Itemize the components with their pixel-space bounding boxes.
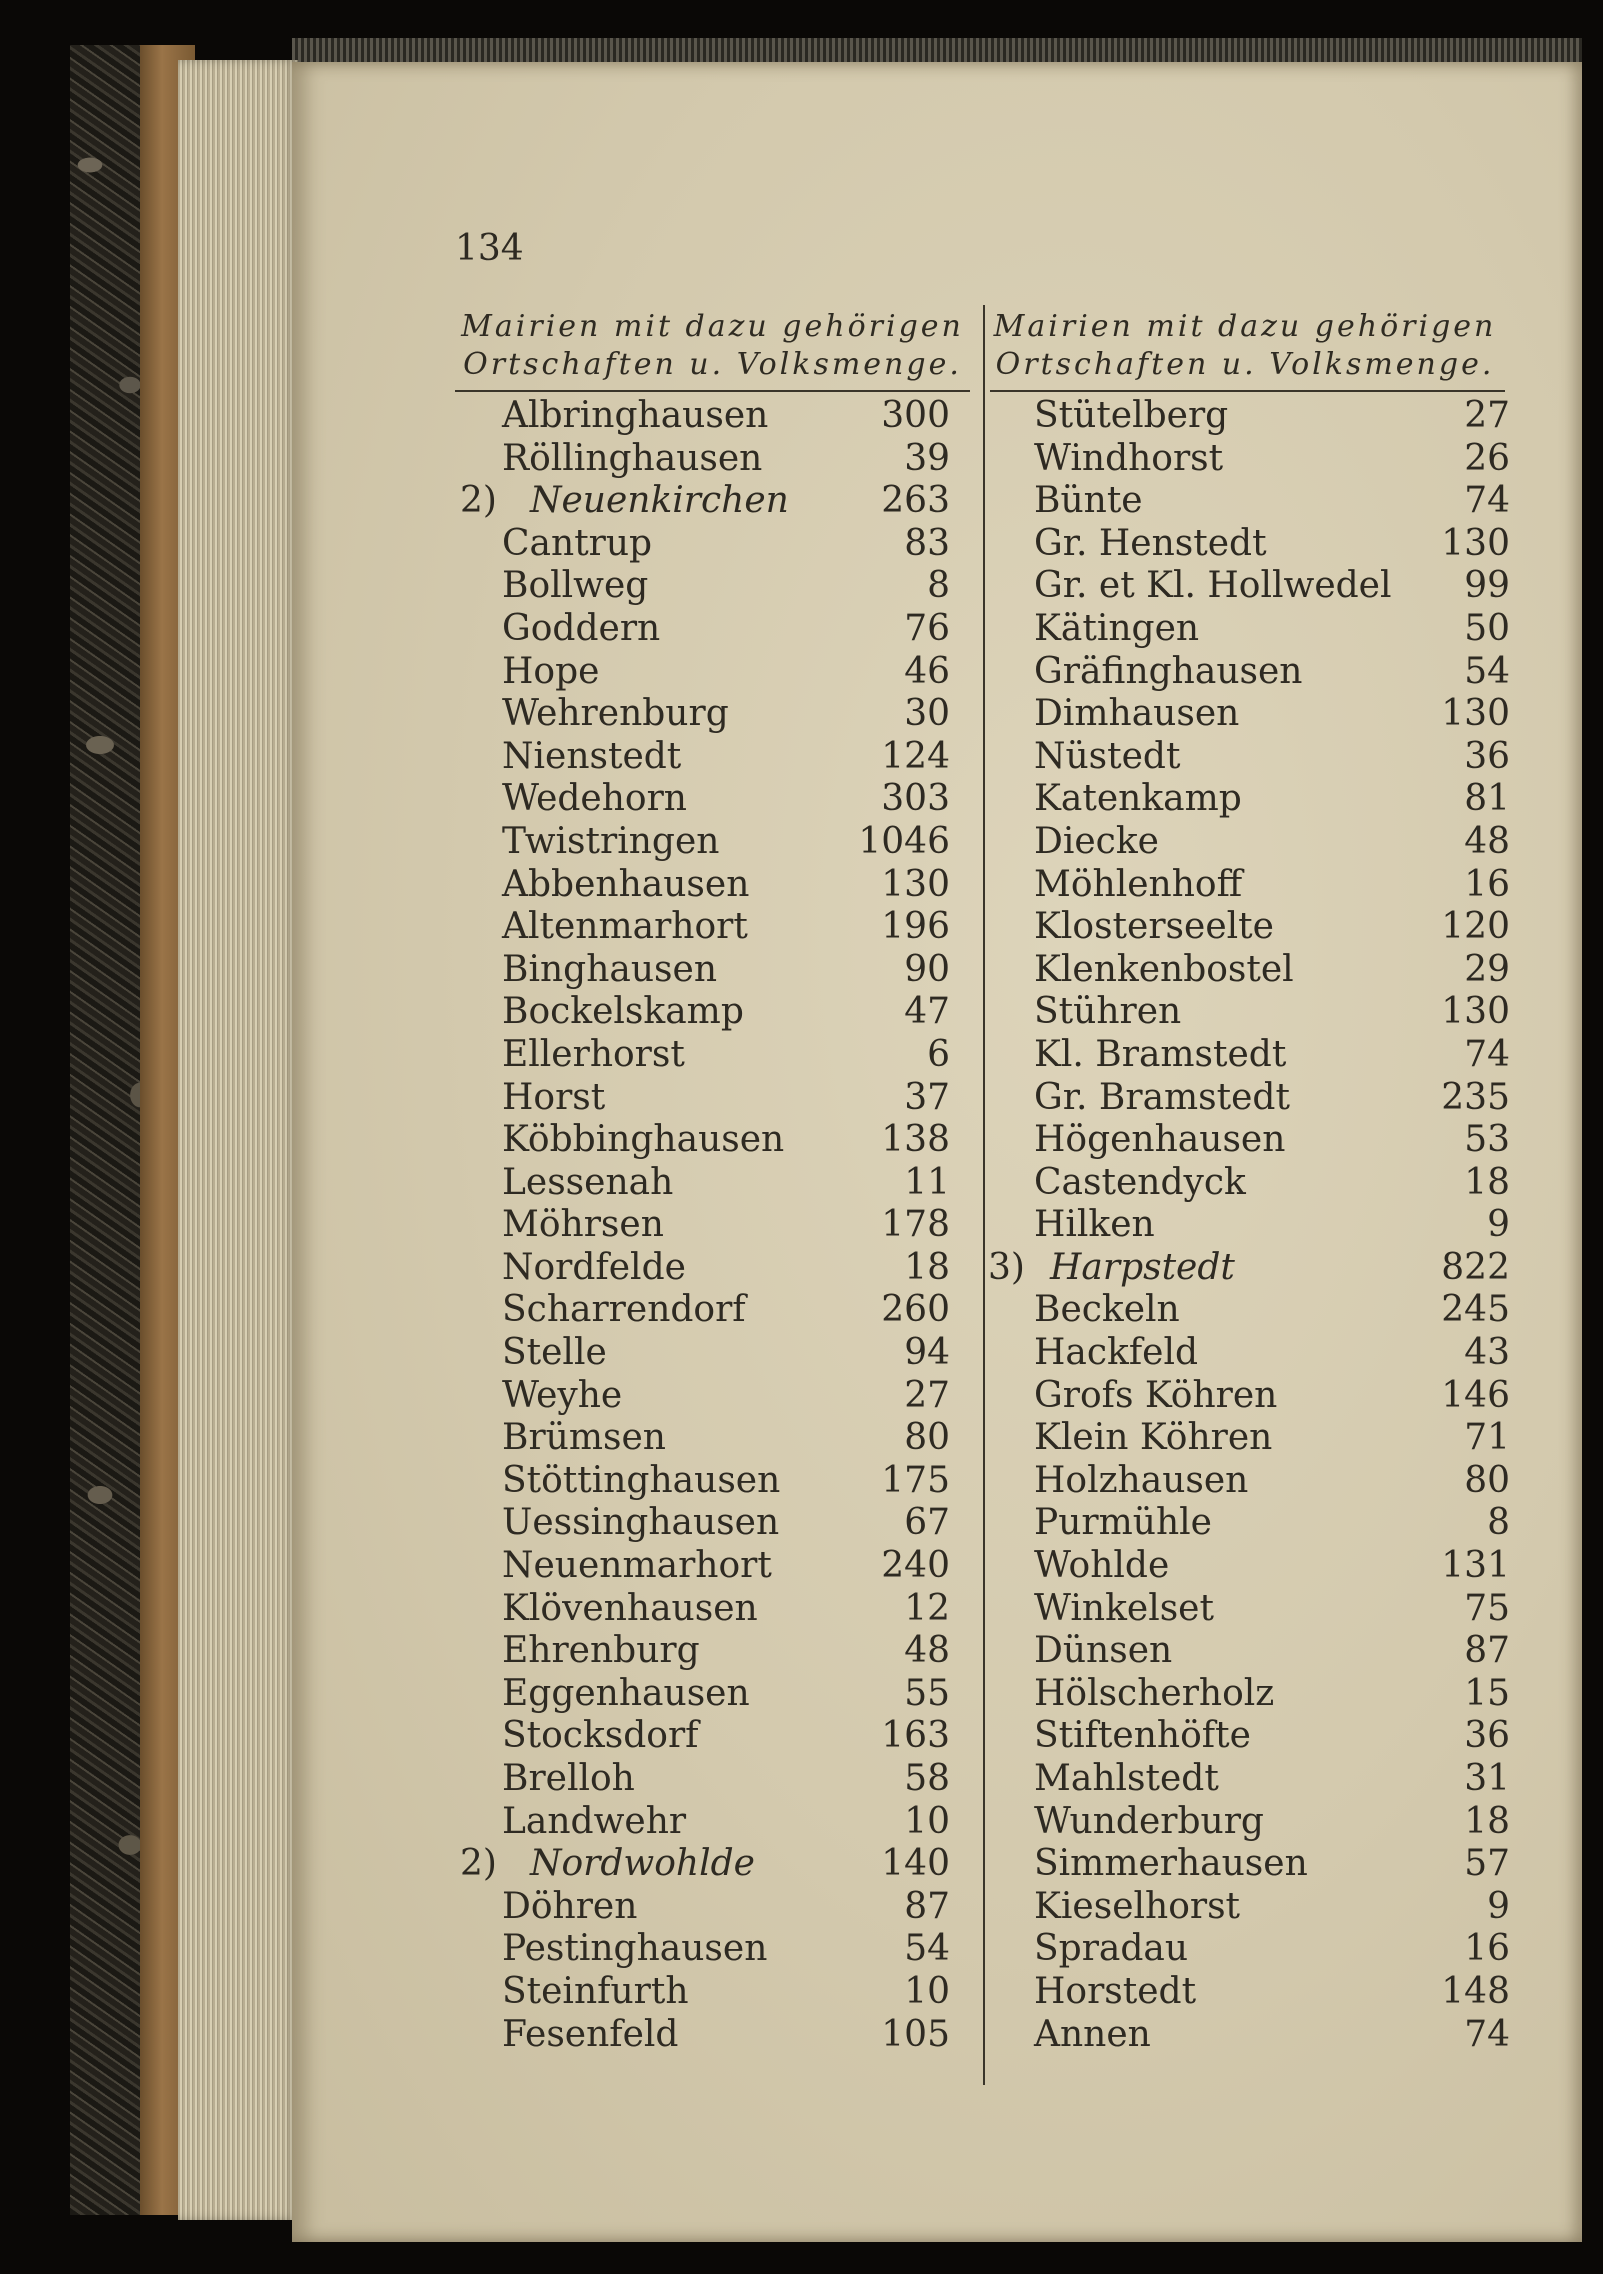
- population-count: 8: [1487, 1502, 1510, 1544]
- place-name: Stütelberg: [1034, 395, 1229, 436]
- population-count: 81: [1464, 778, 1510, 820]
- place-name: Spradau: [1034, 1928, 1189, 1970]
- population-count: 90: [904, 948, 950, 990]
- population-count: 196: [881, 906, 950, 948]
- population-count: 120: [1441, 906, 1510, 948]
- place-name: Hackfeld: [1034, 1332, 1199, 1374]
- table-row: [1020, 1289, 1510, 1332]
- table-row: [1020, 1034, 1510, 1077]
- place-name: Köbbinghausen: [502, 1119, 785, 1161]
- table-row: [460, 1502, 970, 1545]
- place-name: Stocksdorf: [502, 1715, 699, 1757]
- place-name: Kätingen: [1034, 607, 1200, 649]
- population-count: 10: [904, 1800, 950, 1842]
- population-count: 54: [1464, 650, 1510, 692]
- place-name: Castendyck: [1034, 1161, 1246, 1203]
- place-name: Grofs Köhren: [1034, 1374, 1278, 1416]
- table-row: [1020, 778, 1510, 821]
- table-row: [1020, 1588, 1510, 1631]
- population-count: 140: [881, 1843, 950, 1885]
- population-count: 74: [1464, 2013, 1510, 2055]
- header-rule-left: [455, 390, 970, 392]
- table-row: [460, 1971, 970, 2014]
- place-name: Lessenah: [502, 1161, 674, 1203]
- table-row: [1020, 480, 1510, 523]
- place-name: Abbenhausen: [502, 863, 750, 905]
- population-count: 57: [1464, 1843, 1510, 1885]
- table-row: [460, 1715, 970, 1758]
- place-name: Ellerhorst: [502, 1033, 685, 1075]
- column-header-right: [985, 308, 1505, 384]
- table-row: [460, 991, 970, 1034]
- population-count: 130: [881, 863, 950, 905]
- population-count: 15: [1464, 1672, 1510, 1714]
- place-name: Altenmarhort: [502, 906, 748, 948]
- population-count: 94: [904, 1332, 950, 1374]
- section-row: [460, 1843, 970, 1886]
- place-name: Goddern: [502, 607, 661, 649]
- population-count: 74: [1464, 1033, 1510, 1075]
- column-divider: [983, 305, 985, 2085]
- place-name: Nienstedt: [502, 735, 682, 777]
- population-count: 300: [881, 395, 950, 436]
- place-name: Scharrendorf: [502, 1289, 746, 1331]
- column-header-line: Ortschaften u. Volksmenge.: [463, 347, 962, 382]
- place-name: Gr. Bramstedt: [1034, 1076, 1290, 1118]
- population-count: 131: [1441, 1545, 1510, 1587]
- population-count: 80: [904, 1417, 950, 1459]
- population-count: 39: [904, 437, 950, 479]
- place-name: Gr. et Kl. Hollwedel: [1034, 565, 1392, 607]
- population-count: 76: [904, 607, 950, 649]
- place-name: Bünte: [1034, 480, 1143, 522]
- table-row: [460, 1460, 970, 1503]
- place-name: Nordfelde: [502, 1246, 686, 1288]
- place-name: Wunderburg: [1034, 1800, 1264, 1842]
- place-name: Döhren: [502, 1885, 638, 1927]
- table-row: [1020, 1204, 1510, 1247]
- table-row: [460, 523, 970, 566]
- table-row: [1020, 565, 1510, 608]
- table-row: [460, 395, 970, 438]
- table-row: [1020, 438, 1510, 481]
- table-row: [460, 1119, 970, 1162]
- table-row: [1020, 1928, 1510, 1971]
- place-name: Annen: [1034, 2013, 1151, 2055]
- table-row: [1020, 651, 1510, 694]
- place-name: Gr. Henstedt: [1034, 522, 1267, 564]
- population-count: 18: [1464, 1161, 1510, 1203]
- place-name: Weyhe: [502, 1374, 623, 1416]
- place-name: Landwehr: [502, 1800, 687, 1842]
- place-name: Beckeln: [1034, 1289, 1180, 1331]
- place-name: Hölscherholz: [1034, 1672, 1275, 1714]
- population-count: 75: [1464, 1587, 1510, 1629]
- place-name: Bockelskamp: [502, 991, 744, 1033]
- population-count: 99: [1464, 565, 1510, 607]
- page-number: 134: [455, 228, 524, 269]
- table-row: [1020, 395, 1510, 438]
- population-count: 58: [904, 1758, 950, 1799]
- place-name: Dimhausen: [1034, 693, 1240, 735]
- table-row: [1020, 1630, 1510, 1673]
- population-count: 124: [881, 735, 950, 777]
- table-row: [460, 949, 970, 992]
- table-row: [460, 1204, 970, 1247]
- population-count: 18: [1464, 1800, 1510, 1842]
- place-name: Neuenkirchen: [530, 480, 789, 522]
- table-row: [460, 1034, 970, 1077]
- table-row: [1020, 949, 1510, 992]
- place-name: Högenhausen: [1034, 1119, 1286, 1161]
- place-name: Röllinghausen: [502, 437, 763, 479]
- place-name: Purmühle: [1034, 1502, 1212, 1544]
- section-marker: 2): [460, 1843, 497, 1885]
- place-name: Wehrenburg: [502, 693, 729, 735]
- table-row: [1020, 1460, 1510, 1503]
- population-count: 130: [1441, 991, 1510, 1033]
- population-count: 9: [1487, 1204, 1510, 1246]
- population-count: 235: [1441, 1076, 1510, 1118]
- population-count: 138: [881, 1119, 950, 1161]
- place-name: Binghausen: [502, 948, 717, 990]
- population-count: 175: [881, 1459, 950, 1501]
- population-count: 163: [881, 1715, 950, 1757]
- place-name: Steinfurth: [502, 1970, 689, 2012]
- place-name: Kieselhorst: [1034, 1885, 1241, 1927]
- place-name: Möhrsen: [502, 1204, 664, 1246]
- population-count: 12: [904, 1587, 950, 1629]
- table-row: [460, 1886, 970, 1929]
- population-count: 16: [1464, 863, 1510, 905]
- population-count: 55: [904, 1672, 950, 1714]
- table-row: [460, 1289, 970, 1332]
- table-row: [460, 1928, 970, 1971]
- section-row: [460, 480, 970, 523]
- population-count: 105: [881, 2013, 950, 2055]
- place-name: Klenkenbostel: [1034, 948, 1294, 990]
- population-count: 130: [1441, 522, 1510, 564]
- place-name: Nüstedt: [1034, 735, 1181, 777]
- section-marker: 3): [988, 1246, 1025, 1288]
- table-row: [460, 1332, 970, 1375]
- column-header-line: Mairien mit dazu gehörigen: [461, 309, 964, 344]
- table-row: [460, 1801, 970, 1844]
- place-name: Brelloh: [502, 1758, 635, 1799]
- page-top-edge: [292, 38, 1582, 64]
- section-row: [988, 1246, 1510, 1290]
- table-column-right: [988, 395, 1510, 2056]
- table-row: [1020, 1801, 1510, 1844]
- population-count: 47: [904, 991, 950, 1033]
- population-count: 30: [904, 693, 950, 735]
- table-row: [460, 864, 970, 907]
- column-header-left: [455, 308, 970, 384]
- place-name: Twistringen: [502, 820, 720, 862]
- population-count: 48: [1464, 820, 1510, 862]
- table-row: [1020, 1715, 1510, 1758]
- population-count: 87: [904, 1885, 950, 1927]
- population-count: 146: [1441, 1374, 1510, 1416]
- place-name: Katenkamp: [1034, 778, 1242, 820]
- population-count: 53: [1464, 1119, 1510, 1161]
- place-name: Wohlde: [1034, 1545, 1170, 1587]
- population-count: 46: [904, 650, 950, 692]
- place-name: Stelle: [502, 1332, 607, 1374]
- place-name: Cantrup: [502, 522, 653, 564]
- section-marker: 2): [460, 480, 497, 522]
- place-name: Harpstedt: [1050, 1246, 1235, 1288]
- table-row: [1020, 1332, 1510, 1375]
- table-row: [460, 2014, 970, 2057]
- place-name: Ehrenburg: [502, 1630, 700, 1672]
- place-name: Albringhausen: [502, 395, 769, 436]
- population-count: 245: [1441, 1289, 1510, 1331]
- table-row: [1020, 693, 1510, 736]
- population-count: 263: [881, 480, 950, 522]
- population-count: 18: [904, 1246, 950, 1288]
- place-name: Windhorst: [1034, 437, 1224, 479]
- place-name: Klein Köhren: [1034, 1417, 1273, 1459]
- place-name: Simmerhausen: [1034, 1843, 1308, 1885]
- table-row: [1020, 864, 1510, 907]
- place-name: Wedehorn: [502, 778, 687, 820]
- table-column-left: [460, 395, 970, 2056]
- place-name: Hope: [502, 650, 600, 692]
- table-row: [1020, 1673, 1510, 1716]
- place-name: Fesenfeld: [502, 2013, 679, 2055]
- place-name: Eggenhausen: [502, 1672, 750, 1714]
- table-row: [460, 1162, 970, 1205]
- population-count: 27: [904, 1374, 950, 1416]
- table-row: [1020, 1417, 1510, 1460]
- table-row: [460, 651, 970, 694]
- table-row: [1020, 523, 1510, 566]
- header-rule-right: [990, 390, 1505, 392]
- population-count: 67: [904, 1502, 950, 1544]
- table-row: [1020, 1545, 1510, 1588]
- page-edges-stack: [178, 60, 298, 2220]
- table-row: [1020, 1502, 1510, 1545]
- place-name: Horstedt: [1034, 1970, 1197, 2012]
- place-name: Horst: [502, 1076, 606, 1118]
- place-name: Stiftenhöfte: [1034, 1715, 1251, 1757]
- population-count: 80: [1464, 1459, 1510, 1501]
- table-row: [460, 1758, 970, 1801]
- place-name: Bollweg: [502, 565, 649, 607]
- table-row: [460, 608, 970, 651]
- place-name: Brümsen: [502, 1417, 666, 1459]
- population-count: 37: [904, 1076, 950, 1118]
- table-row: [460, 1077, 970, 1120]
- population-count: 8: [927, 565, 950, 607]
- population-count: 148: [1441, 1970, 1510, 2012]
- place-name: Kl. Bramstedt: [1034, 1033, 1287, 1075]
- place-name: Neuenmarhort: [502, 1545, 772, 1587]
- place-name: Diecke: [1034, 820, 1159, 862]
- population-count: 10: [904, 1970, 950, 2012]
- population-count: 260: [881, 1289, 950, 1331]
- population-count: 48: [904, 1630, 950, 1672]
- table-row: [460, 1545, 970, 1588]
- population-count: 74: [1464, 480, 1510, 522]
- population-count: 303: [881, 778, 950, 820]
- table-row: [1020, 1375, 1510, 1418]
- table-row: [1020, 1758, 1510, 1801]
- table-row: [1020, 991, 1510, 1034]
- table-row: [1020, 608, 1510, 651]
- table-row: [1020, 1971, 1510, 2014]
- place-name: Stühren: [1034, 991, 1182, 1033]
- place-name: Hilken: [1034, 1204, 1155, 1246]
- table-row: [460, 821, 970, 864]
- population-count: 27: [1464, 395, 1510, 436]
- table-row: [1020, 2014, 1510, 2057]
- population-count: 31: [1464, 1758, 1510, 1799]
- population-count: 240: [881, 1545, 950, 1587]
- population-count: 83: [904, 522, 950, 564]
- table-row: [1020, 1843, 1510, 1886]
- table-row: [1020, 1119, 1510, 1162]
- population-count: 1046: [858, 820, 950, 862]
- population-count: 50: [1464, 607, 1510, 649]
- place-name: Gräfinghausen: [1034, 650, 1303, 692]
- table-row: [1020, 736, 1510, 779]
- population-count: 9: [1487, 1885, 1510, 1927]
- place-name: Stöttinghausen: [502, 1459, 781, 1501]
- place-name: Nordwohlde: [530, 1843, 755, 1885]
- population-count: 178: [881, 1204, 950, 1246]
- population-count: 43: [1464, 1332, 1510, 1374]
- table-row: [460, 778, 970, 821]
- table-row: [460, 565, 970, 608]
- table-row: [460, 906, 970, 949]
- population-count: 36: [1464, 1715, 1510, 1757]
- place-name: Winkelset: [1034, 1587, 1214, 1629]
- place-name: Uessinghausen: [502, 1502, 780, 1544]
- table-row: [460, 1247, 970, 1290]
- table-row: [460, 1673, 970, 1716]
- population-count: 54: [904, 1928, 950, 1970]
- place-name: Mahlstedt: [1034, 1758, 1219, 1799]
- table-row: [1020, 906, 1510, 949]
- place-name: Holzhausen: [1034, 1459, 1249, 1501]
- table-row: [460, 438, 970, 481]
- population-count: 71: [1464, 1417, 1510, 1459]
- table-row: [460, 1630, 970, 1673]
- population-count: 29: [1464, 948, 1510, 990]
- population-count: 16: [1464, 1928, 1510, 1970]
- population-count: 87: [1464, 1630, 1510, 1672]
- table-row: [1020, 1886, 1510, 1929]
- population-count: 11: [904, 1161, 950, 1203]
- table-row: [460, 1375, 970, 1418]
- population-count: 822: [1441, 1246, 1510, 1288]
- place-name: Möhlenhoff: [1034, 863, 1243, 905]
- table-row: [460, 736, 970, 779]
- table-row: [1020, 1077, 1510, 1120]
- place-name: Klosterseelte: [1034, 906, 1274, 948]
- population-count: 36: [1464, 735, 1510, 777]
- table-row: [1020, 821, 1510, 864]
- table-row: [1020, 1162, 1510, 1205]
- place-name: Pestinghausen: [502, 1928, 768, 1970]
- place-name: Klövenhausen: [502, 1587, 758, 1629]
- population-count: 26: [1464, 437, 1510, 479]
- table-row: [460, 693, 970, 736]
- column-header-line: Ortschaften u. Volksmenge.: [995, 347, 1495, 382]
- table-row: [460, 1588, 970, 1631]
- population-count: 6: [927, 1033, 950, 1075]
- place-name: Dünsen: [1034, 1630, 1173, 1672]
- column-header-line: Mairien mit dazu gehörigen: [993, 309, 1497, 344]
- population-count: 130: [1441, 693, 1510, 735]
- table-row: [460, 1417, 970, 1460]
